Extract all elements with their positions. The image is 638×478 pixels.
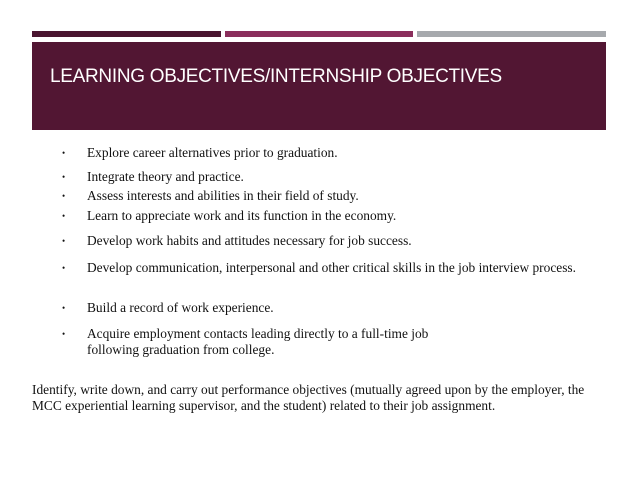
list-item [62,145,602,161]
body-paragraph: Identify, write down, and carry out performance objectives (mutually agreed upon by the employer, the MCC experiential learning supervisor, and the student) related to their job assignment. [32,382,585,413]
bullet-icon: • [62,191,66,201]
bullet-icon: • [62,172,66,182]
list-item [62,233,602,249]
objective-text: Explore career alternatives prior to graduation. [87,145,338,160]
bullet-icon: • [62,329,66,339]
objective-text: Develop communication, interpersonal and other critical skills in the job interview process. [87,260,576,275]
bullet-icon: • [62,303,66,313]
accent-stripe-gray [417,31,606,37]
list-item [62,300,602,316]
objective-text: Acquire employment contacts leading directly to a full-time job following graduation from college. [87,326,429,357]
slide-title: LEARNING OBJECTIVES/INTERNSHIP OBJECTIVES [50,66,502,87]
list-item [62,260,602,276]
objective-text: Integrate theory and practice. [87,169,244,184]
objective-text: Develop work habits and attitudes necessary for job success. [87,233,412,248]
bullet-icon: • [62,211,66,221]
list-item [62,326,602,358]
list-item [62,169,602,185]
objective-text: Build a record of work experience. [87,300,274,315]
title-band [32,42,606,130]
list-item [62,208,602,224]
accent-stripe-dark [32,31,221,37]
bullet-icon: • [62,263,66,273]
objective-text: Assess interests and abilities in their field of study. [87,188,359,203]
bullet-icon: • [62,236,66,246]
list-item [62,188,602,204]
accent-stripe-magenta [225,31,413,37]
objective-text: Learn to appreciate work and its function in the economy. [87,208,397,223]
bullet-icon: • [62,148,66,158]
